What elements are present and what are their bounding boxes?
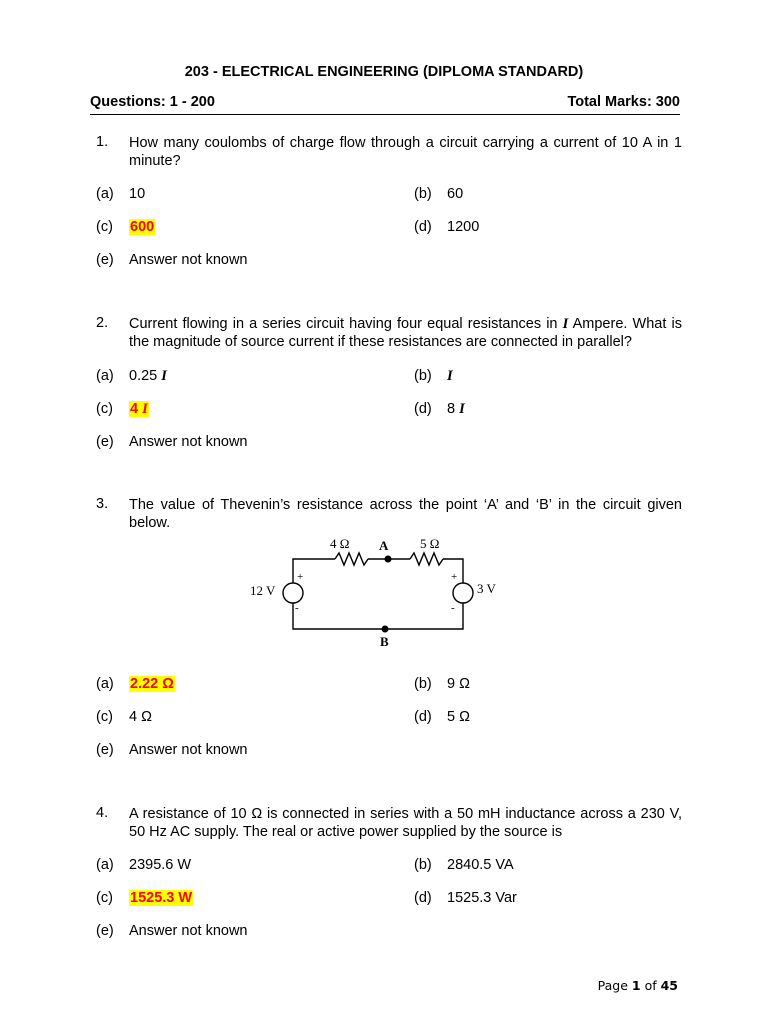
option-label: (d) xyxy=(414,401,432,417)
page-footer xyxy=(598,978,678,993)
option-label: (c) xyxy=(96,401,113,417)
option-label: (a) xyxy=(96,186,114,202)
of-word: of xyxy=(640,978,661,993)
option-value: Answer not known xyxy=(129,742,248,758)
resistor-5-label: 5 Ω xyxy=(420,536,440,551)
option-value: 1525.3 Var xyxy=(447,890,517,906)
plus-sign: + xyxy=(451,571,458,583)
minus-sign: - xyxy=(451,602,455,614)
option-label: (d) xyxy=(414,219,432,235)
question-text: How many coulombs of charge flow through a circuit carrying a current of 10 A in 1 minute? xyxy=(129,135,682,169)
option-value xyxy=(447,367,453,385)
option-number: 0.25 xyxy=(129,368,162,384)
question-number: 2. xyxy=(96,315,109,331)
option-value: 4 Ω xyxy=(129,709,152,725)
option-label: (c) xyxy=(96,890,113,906)
resistor-5-ohm xyxy=(410,553,443,565)
question-number: 1. xyxy=(96,134,109,150)
question-number: 4. xyxy=(96,805,109,821)
correct-answer-highlight: 1525.3 W xyxy=(130,890,193,906)
questions-range: Questions: 1 - 200 xyxy=(90,94,215,110)
correct-answer-highlight xyxy=(129,401,149,417)
question-number: 3. xyxy=(96,496,109,512)
current-symbol: I xyxy=(459,401,465,417)
option-value xyxy=(129,367,167,385)
option-label: (b) xyxy=(414,368,432,384)
option-value: 60 xyxy=(447,186,464,202)
option-value: Answer not known xyxy=(129,434,248,450)
option-label: (e) xyxy=(96,252,114,268)
source-12v-label: 12 V xyxy=(250,583,276,598)
node-a-label: A xyxy=(379,538,389,553)
option-value: 1200 xyxy=(447,219,480,235)
page-current: 1 xyxy=(631,978,641,993)
option-label: (c) xyxy=(96,219,113,235)
option-value xyxy=(447,400,465,418)
minus-sign: - xyxy=(295,602,299,614)
page-title: 203 - ELECTRICAL ENGINEERING (DIPLOMA STANDARD) xyxy=(184,64,584,80)
resistor-4-ohm xyxy=(335,553,368,565)
option-label: (d) xyxy=(414,709,432,725)
option-value: 2395.6 W xyxy=(129,857,192,873)
option-label: (a) xyxy=(96,857,114,873)
option-number: 4 xyxy=(130,401,143,417)
option-label: (c) xyxy=(96,709,113,725)
correct-answer-highlight: 2.22 Ω xyxy=(130,676,174,692)
option-value: 5 Ω xyxy=(447,709,470,725)
question-text-part: Current flowing in a series circuit having four equal resistances in xyxy=(129,316,563,332)
option-label: (b) xyxy=(414,186,432,202)
current-symbol: I xyxy=(562,316,569,332)
option-label: (e) xyxy=(96,742,114,758)
voltage-source-12v xyxy=(283,583,303,603)
page-word: Page xyxy=(597,978,632,993)
voltage-source-3v xyxy=(453,583,473,603)
current-symbol: I xyxy=(142,401,148,417)
option-label: (d) xyxy=(414,890,432,906)
question-text-part: Ampere. What is the magnitude of source current if these resistances are connected in parallel? xyxy=(129,316,682,350)
option-label: (b) xyxy=(414,857,432,873)
node-b-dot xyxy=(382,626,389,633)
option-label: (b) xyxy=(414,676,432,692)
current-symbol: I xyxy=(447,368,453,384)
plus-sign: + xyxy=(297,571,304,583)
node-a-dot xyxy=(385,556,392,563)
question-text xyxy=(129,315,682,351)
wire xyxy=(293,603,463,629)
header-row xyxy=(90,94,680,115)
option-label: (a) xyxy=(96,676,114,692)
page-total: 45 xyxy=(660,978,678,993)
circuit-diagram xyxy=(245,533,535,653)
option-label: (a) xyxy=(96,368,114,384)
option-value: 9 Ω xyxy=(447,676,470,692)
node-b-label: B xyxy=(380,634,389,649)
source-3v-label: 3 V xyxy=(477,581,496,596)
option-number: 8 xyxy=(447,401,460,417)
option-value: 10 xyxy=(129,186,146,202)
option-label: (e) xyxy=(96,923,114,939)
correct-answer-highlight: 600 xyxy=(130,219,155,235)
option-value: 2840.5 VA xyxy=(447,857,514,873)
question-text: The value of Thevenin’s resistance across the point ‘A’ and ‘B’ in the circuit given below. xyxy=(129,497,682,531)
resistor-4-label: 4 Ω xyxy=(330,536,350,551)
current-symbol: I xyxy=(161,368,167,384)
option-value: Answer not known xyxy=(129,923,248,939)
option-value: Answer not known xyxy=(129,252,248,268)
option-label: (e) xyxy=(96,434,114,450)
question-text: A resistance of 10 Ω is connected in series with a 50 mH inductance across a 230 V, 50 Hz AC supply. The real or active power supplied by the source is xyxy=(129,806,682,840)
total-marks: Total Marks: 300 xyxy=(567,94,680,110)
